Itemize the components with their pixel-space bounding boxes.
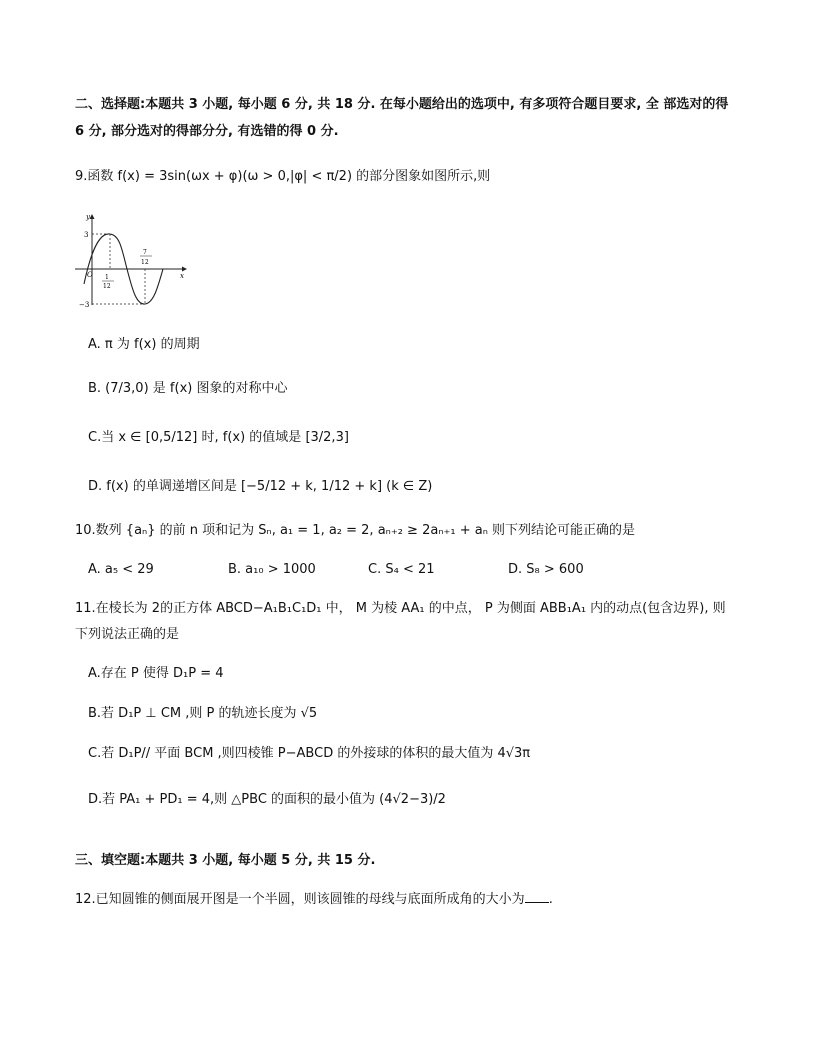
tick-1-denominator: 12 [103, 283, 111, 290]
section-3-heading: 三、填空题:本题共 3 小题, 每小题 5 分, 共 15 分. [75, 853, 376, 868]
sine-graph [70, 210, 195, 310]
origin-label: O [87, 271, 93, 279]
question-9-option-b: B. (7/3,0) 是 f(x) 图象的对称中心 [88, 381, 288, 396]
question-12 [75, 890, 553, 910]
question-11-stem-line2: 下列说法正确的是 [75, 627, 180, 642]
question-10-option-c: C. S₄ < 21 [368, 562, 435, 577]
question-11-option-d: D.若 PA₁ + PD₁ = 4,则 △PBC 的面积的最小值为 (4√2−3)/2 [88, 792, 446, 807]
question-12-end: . [548, 892, 553, 907]
question-9-option-d: D. f(x) 的单调递增区间是 [−5/12 + k, 1/12 + k] (k ∈ Z) [88, 479, 433, 494]
x-axis-label: x [180, 272, 184, 280]
question-11-option-a: A.存在 P 使得 D₁P = 4 [88, 666, 224, 681]
question-10-option-d: D. S₈ > 600 [508, 562, 584, 577]
y-axis-label: y [86, 213, 90, 221]
question-11-stem-line1: 11.在棱长为 2的正方体 ABCD−A₁B₁C₁D₁ 中， M 为棱 AA₁ 的中点， P 为侧面 ABB₁A₁ 内的动点(包含边界), 则 [75, 601, 726, 616]
x-axis-arrow [182, 267, 187, 272]
tick-2-denominator: 12 [141, 259, 149, 266]
section-2-heading-line1: 二、选择题:本题共 3 小题, 每小题 6 分, 共 18 分. 在每小题给出的选项中, 有多项符合题目要求, 全 部选对的得 [75, 97, 729, 112]
y-axis-arrow [90, 214, 95, 219]
question-9-stem: 9.函数 f(x) = 3sin(ωx + φ)(ω > 0,|φ| < π/2) 的部分图象如图所示,则 [75, 169, 491, 184]
question-10-option-a: A. a₅ < 29 [88, 562, 154, 577]
y-min-label: −3 [79, 301, 90, 309]
question-10-stem: 10.数列 {aₙ} 的前 n 项和记为 Sₙ, a₁ = 1, a₂ = 2, aₙ₊₂ ≥ 2aₙ₊₁ + aₙ 则下列结论可能正确的是 [75, 523, 636, 538]
question-11-option-c: C.若 D₁P// 平面 BCM ,则四棱锥 P−ABCD 的外接球的体积的最大值为 4√3π [88, 746, 531, 761]
tick-2-numerator: 7 [143, 249, 147, 256]
y-max-label: 3 [84, 231, 89, 239]
answer-blank[interactable] [525, 890, 549, 903]
question-11-option-b: B.若 D₁P ⊥ CM ,则 P 的轨迹长度为 √5 [88, 706, 318, 721]
tick-1-numerator: 1 [105, 274, 109, 281]
section-2-heading-line2: 6 分, 部分选对的得部分分, 有选错的得 0 分. [75, 124, 339, 139]
question-10-option-b: B. a₁₀ > 1000 [228, 562, 316, 577]
question-12-stem: 12.已知圆锥的侧面展开图是一个半圆，则该圆锥的母线与底面所成角的大小为 [75, 892, 525, 907]
question-9-option-a: A. π 为 f(x) 的周期 [88, 337, 200, 352]
question-9-option-c: C.当 x ∈ [0,5/12] 时, f(x) 的值域是 [3/2,3] [88, 430, 349, 445]
